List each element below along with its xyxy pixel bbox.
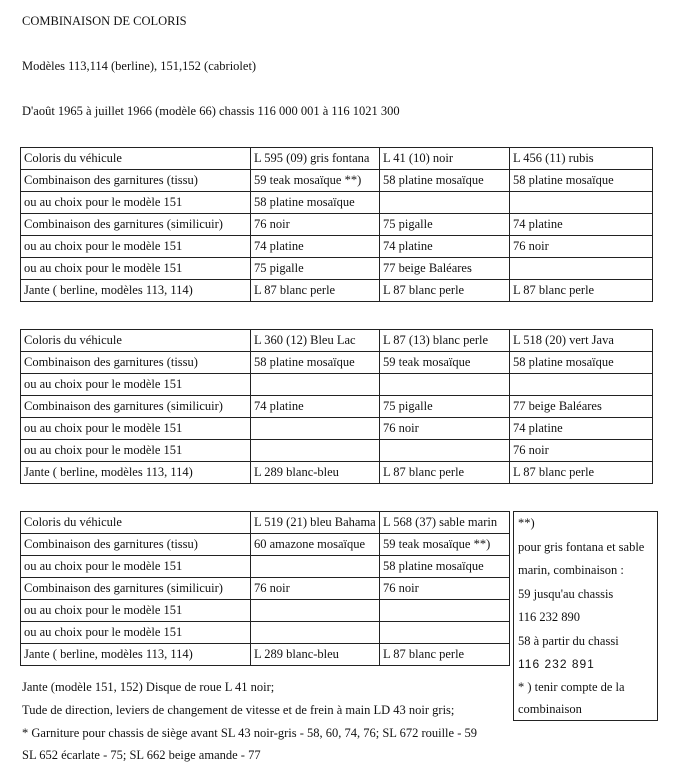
value-cell: 76 noir: [510, 440, 653, 462]
footer-line: Jante (modèle 151, 152) Disque de roue L 41 noir;: [22, 680, 275, 694]
value-cell: 58 platine mosaïque: [510, 170, 653, 192]
note-line: 116 232 890: [518, 610, 581, 624]
note-line: pour gris fontana et sable: [518, 540, 645, 554]
value-cell: 75 pigalle: [380, 214, 510, 236]
value-cell: 60 amazone mosaïque: [251, 534, 380, 556]
footer-line: Tude de direction, leviers de changement de vitesse et de frein à main LD 43 noir gris;: [22, 703, 455, 717]
row-label-cell: ou au choix pour le modèle 151: [21, 236, 251, 258]
color-table-2: [20, 329, 653, 484]
value-cell: 58 platine mosaïque: [251, 352, 380, 374]
row-label-cell: ou au choix pour le modèle 151: [21, 600, 251, 622]
value-cell: 77 beige Baléares: [510, 396, 653, 418]
value-cell: 76 noir: [380, 418, 510, 440]
row-label-cell: Coloris du véhicule: [21, 148, 251, 170]
color-table-1: [20, 147, 653, 302]
table-row: [21, 418, 653, 440]
value-cell: L 568 (37) sable marin: [380, 512, 510, 534]
value-cell: 58 platine mosaïque: [510, 352, 653, 374]
period-line: D'août 1965 à juillet 1966 (modèle 66) chassis 116 000 001 à 116 1021 300: [22, 104, 400, 118]
value-cell: [380, 192, 510, 214]
value-cell: [251, 418, 380, 440]
value-cell: [380, 622, 510, 644]
value-cell: 74 platine: [251, 396, 380, 418]
value-cell: L 87 blanc perle: [380, 644, 510, 666]
value-cell: 77 beige Baléares: [380, 258, 510, 280]
table-row: [21, 462, 653, 484]
value-cell: L 456 (11) rubis: [510, 148, 653, 170]
value-cell: L 519 (21) bleu Bahama: [251, 512, 380, 534]
value-cell: 75 pigalle: [251, 258, 380, 280]
value-cell: 74 platine: [510, 418, 653, 440]
row-label-cell: ou au choix pour le modèle 151: [21, 374, 251, 396]
table-row: [21, 512, 510, 534]
footnote-box: [513, 511, 658, 721]
footer-line: SL 652 écarlate - 75; SL 662 beige amande - 77: [22, 748, 261, 762]
row-label-cell: ou au choix pour le modèle 151: [21, 440, 251, 462]
value-cell: 76 noir: [251, 214, 380, 236]
table-row: [21, 396, 653, 418]
table-row: [21, 374, 653, 396]
value-cell: [251, 622, 380, 644]
table-row: [21, 280, 653, 302]
value-cell: 59 teak mosaïque **): [251, 170, 380, 192]
row-label-cell: ou au choix pour le modèle 151: [21, 258, 251, 280]
row-label-cell: Jante ( berline, modèles 113, 114): [21, 462, 251, 484]
row-label-cell: Coloris du véhicule: [21, 512, 251, 534]
row-label-cell: ou au choix pour le modèle 151: [21, 622, 251, 644]
value-cell: L 289 blanc-bleu: [251, 644, 380, 666]
value-cell: 58 platine mosaïque: [251, 192, 380, 214]
table-row: [21, 192, 653, 214]
value-cell: L 41 (10) noir: [380, 148, 510, 170]
value-cell: [380, 440, 510, 462]
note-line: 58 à partir du chassi: [518, 634, 619, 648]
value-cell: L 595 (09) gris fontana: [251, 148, 380, 170]
row-label-cell: Combinaison des garnitures (tissu): [21, 170, 251, 192]
footer-line: * Garniture pour chassis de siège avant SL 43 noir-gris - 58, 60, 74, 76; SL 672 rouille - 59: [22, 726, 477, 740]
value-cell: L 87 (13) blanc perle: [380, 330, 510, 352]
row-label-cell: Coloris du véhicule: [21, 330, 251, 352]
value-cell: [380, 374, 510, 396]
value-cell: L 87 blanc perle: [380, 462, 510, 484]
value-cell: 59 teak mosaïque **): [380, 534, 510, 556]
value-cell: L 518 (20) vert Java: [510, 330, 653, 352]
value-cell: 58 platine mosaïque: [380, 556, 510, 578]
value-cell: L 360 (12) Bleu Lac: [251, 330, 380, 352]
row-label-cell: Combinaison des garnitures (similicuir): [21, 214, 251, 236]
table-row: [21, 556, 510, 578]
value-cell: 74 platine: [380, 236, 510, 258]
value-cell: [510, 258, 653, 280]
note-line: **): [518, 516, 535, 530]
value-cell: 59 teak mosaïque: [380, 352, 510, 374]
table-row: [21, 534, 510, 556]
table-row: [21, 352, 653, 374]
row-label-cell: ou au choix pour le modèle 151: [21, 192, 251, 214]
table-row: [21, 600, 510, 622]
row-label-cell: ou au choix pour le modèle 151: [21, 418, 251, 440]
value-cell: [510, 374, 653, 396]
value-cell: L 87 blanc perle: [380, 280, 510, 302]
table-row: [21, 148, 653, 170]
table-row: [21, 214, 653, 236]
table-row: [21, 258, 653, 280]
table-row: [21, 330, 653, 352]
note-line: * ) tenir compte de la: [518, 680, 625, 694]
note-line: marin, combinaison :: [518, 563, 624, 577]
row-label-cell: Jante ( berline, modèles 113, 114): [21, 280, 251, 302]
value-cell: 75 pigalle: [380, 396, 510, 418]
value-cell: 76 noir: [380, 578, 510, 600]
value-cell: L 289 blanc-bleu: [251, 462, 380, 484]
value-cell: L 87 blanc perle: [251, 280, 380, 302]
value-cell: [251, 556, 380, 578]
value-cell: 58 platine mosaïque: [380, 170, 510, 192]
row-label-cell: Combinaison des garnitures (tissu): [21, 534, 251, 556]
value-cell: [251, 600, 380, 622]
table-row: [21, 644, 510, 666]
table-row: [21, 578, 510, 600]
value-cell: 76 noir: [510, 236, 653, 258]
value-cell: 74 platine: [510, 214, 653, 236]
table-row: [21, 440, 653, 462]
value-cell: [510, 192, 653, 214]
table-body: [21, 512, 510, 666]
row-label-cell: Jante ( berline, modèles 113, 114): [21, 644, 251, 666]
value-cell: [251, 374, 380, 396]
table-body: [21, 330, 653, 484]
table-row: [21, 236, 653, 258]
value-cell: 76 noir: [251, 578, 380, 600]
row-label-cell: ou au choix pour le modèle 151: [21, 556, 251, 578]
row-label-cell: Combinaison des garnitures (similicuir): [21, 396, 251, 418]
document-title: COMBINAISON DE COLORIS: [22, 14, 187, 28]
note-line: 59 jusqu'au chassis: [518, 587, 614, 601]
value-cell: L 87 blanc perle: [510, 462, 653, 484]
value-cell: L 87 blanc perle: [510, 280, 653, 302]
models-line: Modèles 113,114 (berline), 151,152 (cabriolet): [22, 59, 257, 73]
table-row: [21, 170, 653, 192]
row-label-cell: Combinaison des garnitures (tissu): [21, 352, 251, 374]
row-label-cell: Combinaison des garnitures (similicuir): [21, 578, 251, 600]
value-cell: [251, 440, 380, 462]
value-cell: 74 platine: [251, 236, 380, 258]
value-cell: [380, 600, 510, 622]
note-line: 116 232 891: [518, 657, 595, 671]
table-body: [21, 148, 653, 302]
table-row: [21, 622, 510, 644]
note-line: combinaison: [518, 702, 582, 716]
color-table-3: [20, 511, 510, 666]
